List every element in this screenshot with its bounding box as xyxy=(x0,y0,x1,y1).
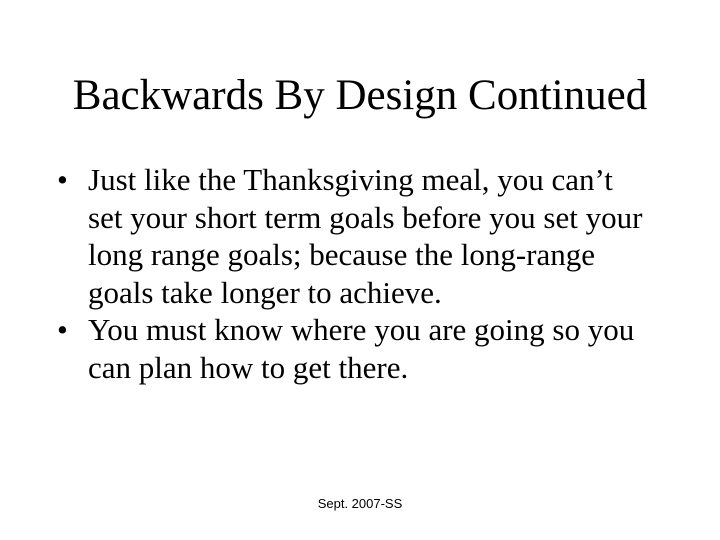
bullet-marker: • xyxy=(57,312,68,347)
bullet-1-line-2: set your short term goals before you set your xyxy=(88,199,643,235)
bullet-list xyxy=(57,161,677,386)
slide-title: Backwards By Design Continued xyxy=(72,72,648,119)
bullet-2-line-1: You must know where you are going so you xyxy=(88,312,635,347)
bullet-1-line-3: long range goals; because the long-range xyxy=(88,237,596,272)
slide-footer: Sept. 2007-SS xyxy=(317,496,403,511)
bullet-1-line-4: goals take longer to achieve. xyxy=(88,274,442,310)
bullet-marker: • xyxy=(57,162,68,197)
bullet-1-line-1: Just like the Thanksgiving meal, you can’t xyxy=(88,162,613,197)
bullet-item-1 xyxy=(57,161,677,311)
bullet-2-line-2: can plan how to get there. xyxy=(88,349,409,385)
bullet-item-2 xyxy=(57,311,677,386)
